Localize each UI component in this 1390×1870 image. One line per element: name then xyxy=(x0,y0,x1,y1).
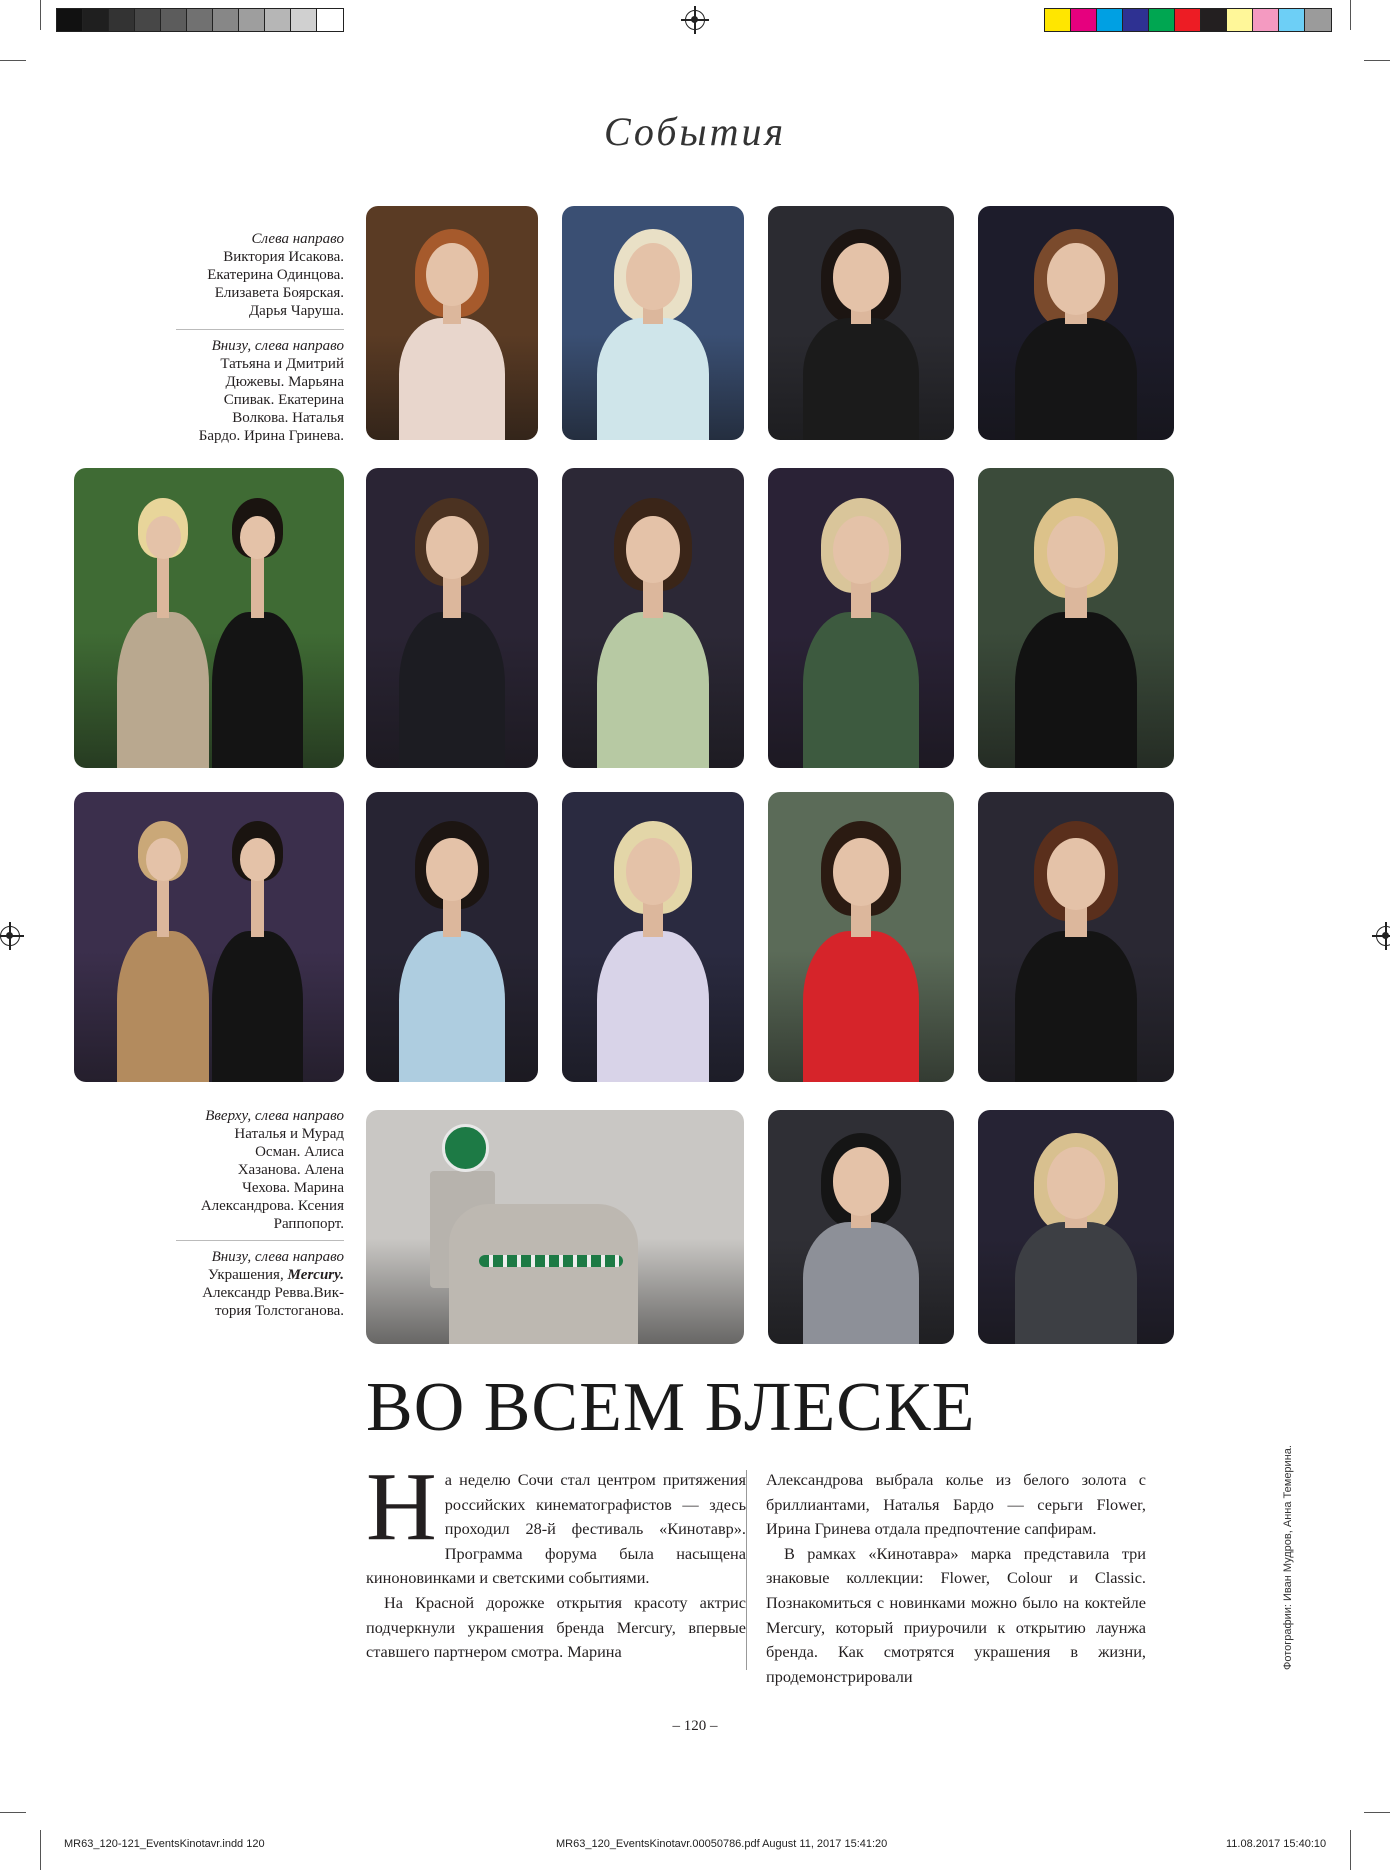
article-paragraph: На Красной дорожке открытия красоту актрис подчеркнули украшения бренда Mercury, впервые ставшего партнером смотра. Марина xyxy=(366,1592,746,1662)
person-face xyxy=(240,516,275,559)
caption-top-below xyxy=(150,337,344,445)
photo-credit-text: Фотографии: Иван Мудров, Анна Темерина. xyxy=(1282,1445,1294,1670)
photo-aleksandr-revva xyxy=(768,1110,954,1344)
color-swatch xyxy=(1149,9,1175,31)
cmyk-color-bar xyxy=(1044,8,1332,32)
registration-mark-right xyxy=(1376,926,1390,946)
person-face xyxy=(1047,516,1106,588)
emerald-ring xyxy=(442,1124,490,1172)
person-face xyxy=(626,838,681,905)
person-face xyxy=(146,516,181,559)
photo-viktoria-isakova xyxy=(366,206,538,440)
brand-name: Mercury. xyxy=(287,1267,344,1283)
color-swatch xyxy=(1123,9,1149,31)
slug-left: MR63_120-121_EventsKinotavr.indd 120 xyxy=(64,1838,265,1850)
crop-mark xyxy=(0,60,26,61)
person-figure xyxy=(803,612,918,768)
registration-mark-top xyxy=(685,10,705,30)
crop-mark xyxy=(1350,0,1351,30)
person-face xyxy=(833,516,889,584)
column-divider xyxy=(746,1470,747,1670)
gray-swatch xyxy=(187,9,213,31)
photo-darya-charusha xyxy=(978,206,1174,440)
section-title: События xyxy=(603,109,787,154)
article-paragraph: Александрова выбрала колье из белого золота с бриллиантами, Наталья Бардо — серьги Flower, Ирина Гринева отдала предпочтение сапфирам. xyxy=(766,1470,1146,1539)
slug-center: MR63_120_EventsKinotavr.00050786.pdf August 11, 2017 15:41:20 xyxy=(556,1838,888,1850)
person-face xyxy=(833,243,889,311)
crop-mark xyxy=(40,0,41,30)
paragraph-text: а неделю Сочи стал центром притяжения российских кинематографистов — здесь проходил 28-й фестиваль «Кинотавр». Программа форума была насыщена киноновинками и светскими событиями. xyxy=(366,1470,746,1588)
person-figure xyxy=(803,1222,918,1344)
photo-tatyana-dmitry-dyuzhev xyxy=(74,468,344,768)
registration-mark-left xyxy=(0,926,20,946)
person-neck xyxy=(157,555,170,618)
article-column-2 xyxy=(766,1468,1146,1689)
person-figure xyxy=(212,612,304,768)
photo-alisa-khazanova xyxy=(366,792,538,1082)
gray-swatch xyxy=(161,9,187,31)
person-neck xyxy=(251,877,264,937)
person-figure xyxy=(399,318,506,440)
caption-lead: Слева направо xyxy=(251,231,344,247)
photo-irina-grineva xyxy=(978,468,1174,768)
gray-swatch xyxy=(213,9,239,31)
person-face xyxy=(1047,1147,1106,1219)
caption-text xyxy=(150,1266,344,1320)
person-face xyxy=(1047,838,1106,910)
photo-alena-chekhova xyxy=(562,792,744,1082)
crop-mark xyxy=(1364,1812,1390,1813)
person-figure xyxy=(803,318,918,440)
color-swatch xyxy=(1071,9,1097,31)
caption-text-after: Александр Ревва.Вик- тория Толстоганова. xyxy=(202,1285,344,1319)
person-face xyxy=(833,1147,889,1215)
person-figure xyxy=(399,931,506,1082)
caption-top xyxy=(150,230,344,320)
caption-lead: Внизу, слева направо xyxy=(211,1249,344,1265)
person-neck xyxy=(251,555,264,618)
emerald-bracelet xyxy=(479,1255,623,1267)
person-neck xyxy=(443,895,462,937)
person-figure xyxy=(212,931,304,1082)
caption-text: Татьяна и Дмитрий Дюжевы. Марьяна Спивак. Екатерина Волкова. Наталья Бардо. Ирина Гринева. xyxy=(198,356,344,444)
photo-maryana-spivak xyxy=(366,468,538,768)
caption-divider xyxy=(176,329,344,330)
caption-bottom-below xyxy=(150,1248,344,1320)
bracelet-pillow xyxy=(449,1204,638,1344)
drop-cap: Н xyxy=(366,1453,437,1561)
person-figure xyxy=(597,931,710,1082)
photo-natalya-bardo xyxy=(768,468,954,768)
crop-mark xyxy=(1350,1830,1351,1870)
color-swatch xyxy=(1045,9,1071,31)
gray-swatch xyxy=(291,9,317,31)
person-figure xyxy=(399,612,506,768)
person-face xyxy=(426,838,478,901)
photo-credit xyxy=(1282,1445,1298,1670)
person-face xyxy=(146,838,181,881)
article-headline: ВО ВСЕМ БЛЕСКЕ xyxy=(366,1369,976,1446)
page-number: – 120 – xyxy=(672,1718,718,1734)
person-neck xyxy=(157,877,170,937)
gray-swatch xyxy=(135,9,161,31)
person-figure xyxy=(117,931,209,1082)
caption-text: Наталья и Мурад Осман. Алиса Хазанова. Алена Чехова. Марина Александрова. Ксения Раппопорт. xyxy=(200,1126,344,1232)
person-face xyxy=(426,516,478,579)
person-figure xyxy=(1015,612,1137,768)
crop-mark xyxy=(40,1830,41,1870)
photo-ekaterina-volkova xyxy=(562,468,744,768)
person-face xyxy=(1047,243,1106,315)
person-figure xyxy=(1015,1222,1137,1344)
gray-swatch xyxy=(109,9,135,31)
person-face xyxy=(626,243,681,310)
crop-mark xyxy=(0,1812,26,1813)
color-swatch xyxy=(1175,9,1201,31)
photo-kseniya-rappoport xyxy=(978,792,1174,1082)
slug-right: 11.08.2017 15:40:10 xyxy=(1226,1838,1327,1850)
photo-mercury-jewelry xyxy=(366,1110,744,1344)
person-figure xyxy=(597,612,710,768)
photo-ekaterina-odintsova xyxy=(562,206,744,440)
crop-mark xyxy=(1364,60,1390,61)
gray-swatch xyxy=(57,9,83,31)
person-neck xyxy=(443,573,462,618)
article-paragraph: В рамках «Кинотавра» марка представила три знаковые коллекции: Flower, Colour и Classic. Познакомиться с новинками можно было на коктейле Mercury, который приурочили к открытию лаунжа бренда. Как смотрятся украшения в жизни, продемонстрировали xyxy=(766,1543,1146,1686)
person-figure xyxy=(1015,931,1137,1082)
photo-elizaveta-boyarskaya xyxy=(768,206,954,440)
photo-viktoria-tolstoganova xyxy=(978,1110,1174,1344)
person-figure xyxy=(1015,318,1137,440)
caption-text-before: Украшения, xyxy=(208,1267,288,1283)
person-figure xyxy=(803,931,918,1082)
caption-text: Виктория Исакова. Екатерина Одинцова. Елизавета Боярская. Дарья Чаруша. xyxy=(207,249,344,319)
color-swatch xyxy=(1253,9,1279,31)
color-swatch xyxy=(1201,9,1227,31)
gray-swatch xyxy=(265,9,291,31)
color-swatch xyxy=(1227,9,1253,31)
person-figure xyxy=(597,318,710,440)
article-column-1 xyxy=(366,1453,746,1665)
person-face xyxy=(833,838,889,906)
color-swatch xyxy=(1097,9,1123,31)
grayscale-color-bar xyxy=(56,8,344,32)
photo-marina-aleksandrova xyxy=(768,792,954,1082)
photo-natalya-murad-osman xyxy=(74,792,344,1082)
gray-swatch xyxy=(83,9,109,31)
article-paragraph xyxy=(366,1453,746,1591)
caption-divider xyxy=(176,1240,344,1241)
caption-lead: Внизу, слева направо xyxy=(211,338,344,354)
caption-lead: Вверху, слева направо xyxy=(205,1108,344,1124)
color-swatch xyxy=(1305,9,1331,31)
person-face xyxy=(626,516,681,583)
color-swatch xyxy=(1279,9,1305,31)
person-face xyxy=(426,243,478,306)
caption-bottom-above xyxy=(150,1107,344,1233)
gray-swatch xyxy=(317,9,343,31)
person-figure xyxy=(117,612,209,768)
gray-swatch xyxy=(239,9,265,31)
